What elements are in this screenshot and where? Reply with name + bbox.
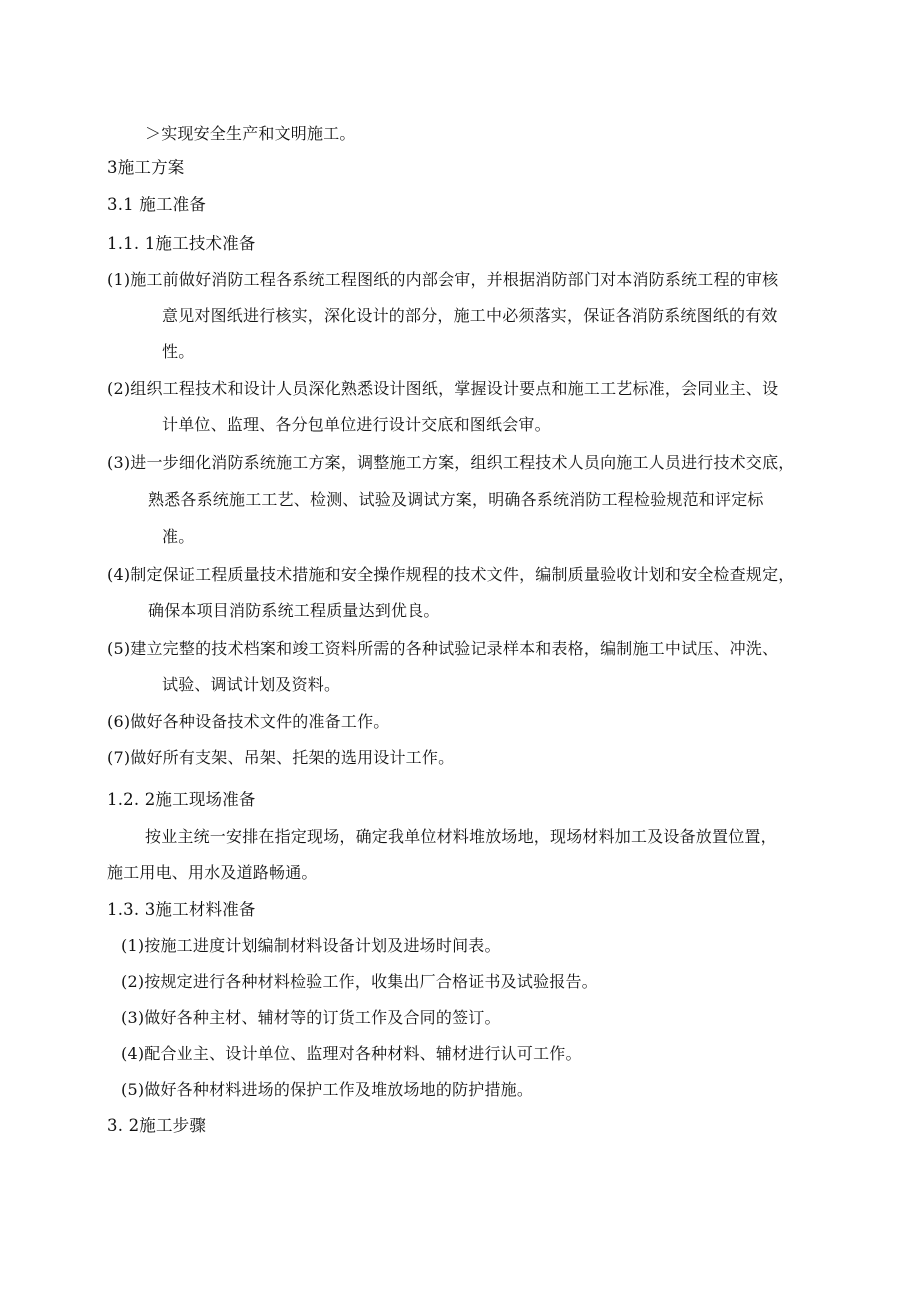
subsection-heading-material-prep: 1.3. 3施工材料准备: [107, 900, 256, 919]
tech-item-7: (7)做好所有支架、吊架、托架的选用设计工作。: [107, 748, 455, 767]
tech-item-4-line-1: (4)制定保证工程质量技术措施和安全操作规程的技术文件，编制质量验收计划和安全检查规定，: [107, 565, 795, 584]
section-heading-3-2: 3. 2施工步骤: [107, 1116, 207, 1135]
section-heading-3: 3施工方案: [107, 158, 185, 177]
tech-item-5-line-1: (5)建立完整的技术档案和竣工资料所需的各种试验记录样本和表格，编制施工中试压、冲洗、: [107, 639, 779, 658]
tech-item-2-line-2: 计单位、监理、各分包单位进行设计交底和图纸会审。: [162, 415, 551, 434]
tech-item-3-line-3: 准。: [162, 527, 195, 546]
tech-item-5-line-2: 试验、调试计划及资料。: [162, 675, 341, 694]
material-item-3: (3)做好各种主材、辅材等的订货工作及合同的签订。: [121, 1008, 501, 1027]
site-prep-paragraph-line-1: 按业主统一安排在指定现场，确定我单位材料堆放场地，现场材料加工及设备放置位置，: [145, 827, 777, 846]
tech-item-1-line-2: 意见对图纸进行核实，深化设计的部分，施工中必须落实，保证各消防系统图纸的有效: [162, 306, 778, 325]
material-item-2: (2)按规定进行各种材料检验工作，收集出厂合格证书及试验报告。: [121, 972, 598, 991]
subsection-heading-tech-prep: 1.1. 1施工技术准备: [107, 234, 256, 253]
subsection-heading-site-prep: 1.2. 2施工现场准备: [107, 790, 256, 809]
tech-item-1-line-1: (1)施工前做好消防工程各系统工程图纸的内部会审，并根据消防部门对本消防系统工程的审核: [107, 270, 779, 289]
section-heading-3-1: 3.1 施工准备: [107, 195, 207, 214]
tech-item-3-line-1: (3)进一步细化消防系统施工方案，调整施工方案，组织工程技术人员向施工人员进行技术交底，: [107, 453, 795, 472]
tech-item-3-line-2: 熟悉各系统施工工艺、检测、试验及调试方案，明确各系统消防工程检验规范和评定标: [148, 490, 764, 509]
tech-item-2-line-1: (2)组织工程技术和设计人员深化熟悉设计图纸，掌握设计要点和施工工艺标准，会同业主、设: [107, 379, 779, 398]
bullet-line: ＞实现安全生产和文明施工。: [145, 124, 356, 143]
material-item-5: (5)做好各种材料进场的保护工作及堆放场地的防护措施。: [121, 1080, 534, 1099]
tech-item-1-line-3: 性。: [162, 342, 195, 361]
material-item-4: (4)配合业主、设计单位、监理对各种材料、辅材进行认可工作。: [121, 1044, 582, 1063]
material-item-1: (1)按施工进度计划编制材料设备计划及进场时间表。: [121, 936, 501, 955]
site-prep-paragraph-line-2: 施工用电、用水及道路畅通。: [107, 863, 318, 882]
tech-item-6: (6)做好各种设备技术文件的准备工作。: [107, 712, 390, 731]
tech-item-4-line-2: 确保本项目消防系统工程质量达到优良。: [148, 601, 440, 620]
